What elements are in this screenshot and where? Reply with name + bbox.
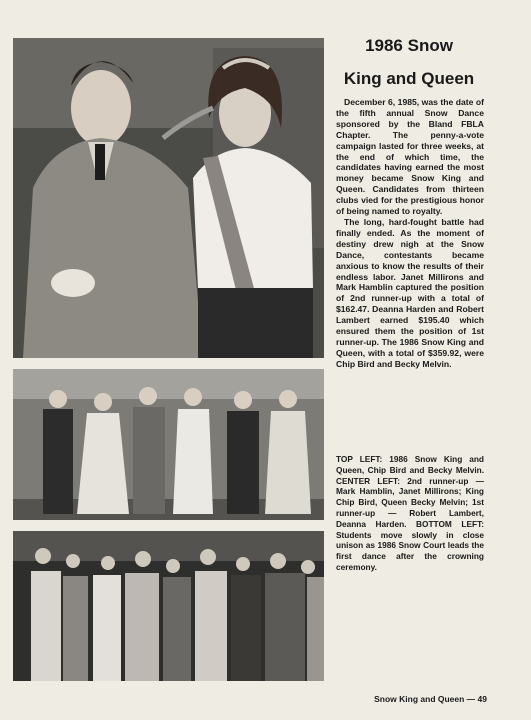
photo-snow-court (13, 369, 324, 520)
page-footer: Snow King and Queen — 49 (374, 694, 487, 704)
page-title-line-2: King and Queen (343, 69, 475, 88)
photo-dance-floor (13, 531, 324, 681)
story-text (336, 97, 484, 370)
photo-snow-court-image (13, 369, 324, 520)
photo-king-and-queen (13, 38, 324, 358)
photo-king-and-queen-image (13, 38, 324, 358)
story-paragraph-1: December 6, 1985, was the date of the fifth annual Snow Dance sponsored by the Bland FBLA Chapter. The penny-a-vote campaign lasted for three weeks, at the end of which time, the candidates having earned the most money became Snow King and Queen. Candidates from thirteen clubs vied for the prestigious honor of being named to royalty. (336, 97, 484, 217)
page-title-line-1: 1986 Snow (365, 36, 453, 55)
story-paragraph-2: The long, hard-fought battle had finally ended. As the moment of destiny drew nigh at the Snow Dance, contestants became anxious to know the results of their endless labor. Janet Millirons and Mark Hamblin captured the position of 2nd runner-up with a total of $162.47. Deanna Harden and Robert Lambert earned $195.40 which ensured them the position of 1st runner-up. The 1986 Snow King and Queen, with a total of $359.92, were Chip Bird and Becky Melvin. (336, 216, 484, 369)
photo-dance-floor-image (13, 531, 324, 681)
captions-text: TOP LEFT: 1986 Snow King and Queen, Chip Bird and Becky Melvin. CENTER LEFT: 2nd runner-up — Mark Hamblin, Janet Millirons; King Chip Bird, Queen Becky Melvin; 1st runner-up — Robert Lambert, Deanna Harden. BOTTOM LEFT: Students move slowly in close unison as 1986 Snow Court leads the first dance after the crowning ceremony. (336, 454, 484, 572)
photo-captions (336, 454, 484, 573)
